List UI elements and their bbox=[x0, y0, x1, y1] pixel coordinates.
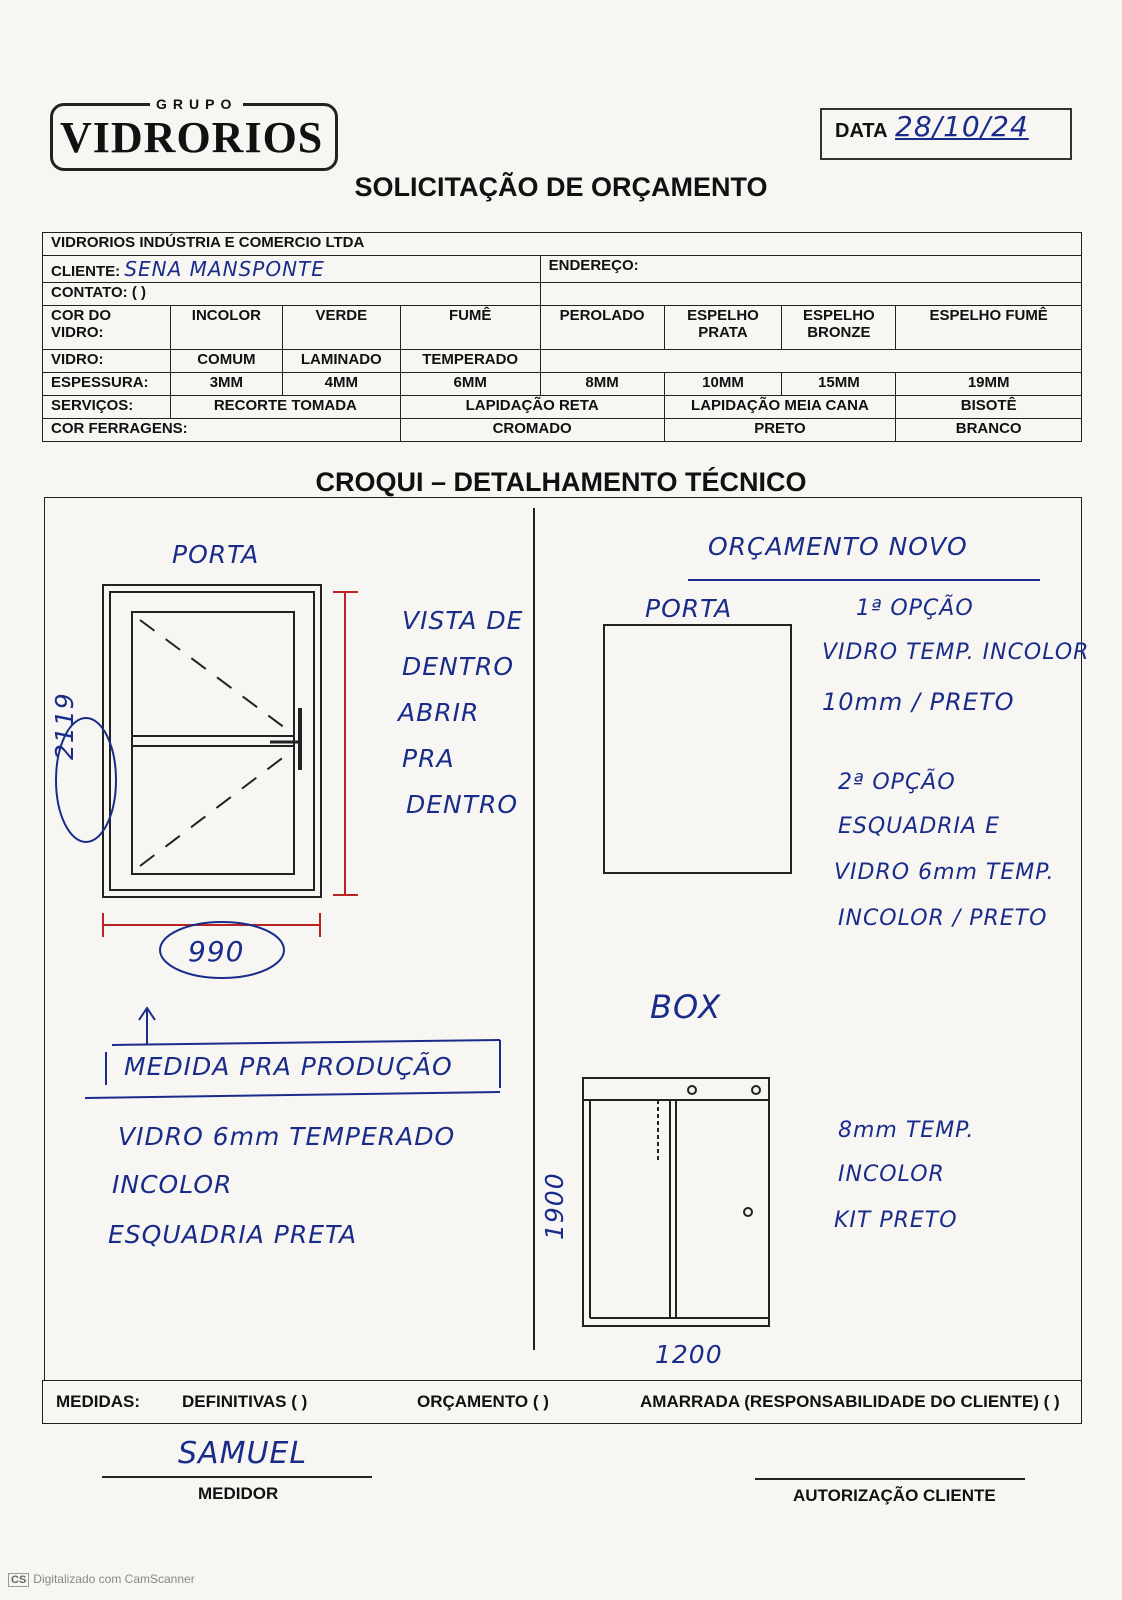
door-drawing bbox=[103, 585, 321, 897]
camscanner-icon: CS bbox=[8, 1573, 29, 1587]
service-option: LAPIDAÇÃO RETA bbox=[400, 396, 664, 419]
box-width-value: 1200 bbox=[655, 1340, 723, 1369]
glass-color-option: ESPELHO PRATA bbox=[664, 306, 782, 350]
box-height-value: 1900 bbox=[540, 1172, 569, 1240]
measurer-signature-line bbox=[102, 1476, 372, 1478]
production-note: VIDRO 6mm TEMPERADO bbox=[118, 1122, 456, 1151]
view-note-line: DENTRO bbox=[406, 790, 519, 819]
box-label: BOX bbox=[650, 988, 722, 1026]
measurer-signature: SAMUEL bbox=[178, 1436, 308, 1471]
service-option: LAPIDAÇÃO MEIA CANA bbox=[664, 396, 896, 419]
glass-color-label: COR DO VIDRO: bbox=[43, 306, 171, 350]
option1-line: VIDRO TEMP. INCOLOR bbox=[822, 640, 1090, 665]
service-option: RECORTE TOMADA bbox=[170, 396, 400, 419]
production-label: MEDIDA PRA PRODUÇÃO bbox=[124, 1052, 453, 1081]
date-value: 28/10/24 bbox=[895, 110, 1029, 143]
option1-line: 1ª OPÇÃO bbox=[856, 596, 974, 621]
glass-type-label: VIDRO: bbox=[43, 350, 171, 373]
glass-type-option: TEMPERADO bbox=[400, 350, 540, 373]
box-note: KIT PRETO bbox=[834, 1208, 958, 1233]
view-note-line: DENTRO bbox=[402, 652, 515, 681]
glass-color-option: VERDE bbox=[282, 306, 400, 350]
thickness-option: 8MM bbox=[540, 373, 664, 396]
measurer-label: MEDIDOR bbox=[198, 1484, 279, 1503]
production-note: ESQUADRIA PRETA bbox=[108, 1220, 358, 1249]
production-note: INCOLOR bbox=[112, 1170, 233, 1199]
address-label: ENDEREÇO: bbox=[540, 256, 1081, 283]
company-name: VIDRORIOS INDÚSTRIA E COMERCIO LTDA bbox=[43, 233, 1082, 256]
new-quote-heading: ORÇAMENTO NOVO bbox=[708, 532, 968, 561]
option2-line: VIDRO 6mm TEMP. bbox=[834, 860, 1055, 885]
contact-label: CONTATO: ( ) bbox=[43, 283, 541, 306]
option1-line: 10mm / PRETO bbox=[822, 688, 1015, 716]
box-drawing bbox=[583, 1078, 769, 1326]
thickness-option: 10MM bbox=[664, 373, 782, 396]
box-note: 8mm TEMP. bbox=[838, 1118, 975, 1143]
glass-color-option: INCOLOR bbox=[170, 306, 282, 350]
client-value: SENA MANSPONTE bbox=[124, 257, 325, 281]
door-dimension-lines bbox=[103, 592, 358, 937]
service-option: BISOTÊ bbox=[896, 396, 1082, 419]
hardware-option: PRETO bbox=[664, 419, 896, 442]
quote-option: ORÇAMENTO ( ) bbox=[417, 1392, 549, 1411]
scanner-watermark bbox=[8, 1572, 195, 1587]
thickness-option: 3MM bbox=[170, 373, 282, 396]
hardware-label: COR FERRAGENS: bbox=[43, 419, 401, 442]
services-label: SERVIÇOS: bbox=[43, 396, 171, 419]
door-width-value: 990 bbox=[188, 935, 245, 968]
glass-color-option: ESPELHO BRONZE bbox=[782, 306, 896, 350]
sketch-title: CROQUI – DETALHAMENTO TÉCNICO bbox=[315, 467, 807, 497]
page-title: SOLICITAÇÃO DE ORÇAMENTO bbox=[354, 172, 768, 202]
thickness-option: 6MM bbox=[400, 373, 540, 396]
glass-type-option: COMUM bbox=[170, 350, 282, 373]
glass-type-option: LAMINADO bbox=[282, 350, 400, 373]
thickness-label: ESPESSURA: bbox=[43, 373, 171, 396]
hardware-option: CROMADO bbox=[400, 419, 664, 442]
glass-color-option: PEROLADO bbox=[540, 306, 664, 350]
glass-color-option: FUMÊ bbox=[400, 306, 540, 350]
client-authorization-label: AUTORIZAÇÃO CLIENTE bbox=[793, 1486, 996, 1505]
client-label: CLIENTE: bbox=[51, 263, 121, 280]
view-note-line: VISTA DE bbox=[402, 606, 524, 635]
tied-option: AMARRADA (RESPONSABILIDADE DO CLIENTE) ( ) bbox=[640, 1392, 1060, 1411]
scanner-text: Digitalizado com CamScanner bbox=[33, 1572, 195, 1586]
date-label: DATA bbox=[835, 120, 888, 142]
client-signature-line bbox=[755, 1478, 1025, 1480]
option2-line: INCOLOR / PRETO bbox=[838, 906, 1048, 931]
left-door-heading: PORTA bbox=[172, 540, 260, 569]
logo-group-text: GRUPO bbox=[150, 96, 243, 112]
measures-label: MEDIDAS: bbox=[56, 1392, 141, 1411]
option2-line: 2ª OPÇÃO bbox=[838, 770, 956, 795]
view-note-line: PRA bbox=[402, 744, 455, 773]
option2-line: ESQUADRIA E bbox=[838, 814, 1000, 839]
box-note: INCOLOR bbox=[838, 1162, 945, 1187]
definitive-option: DEFINITIVAS ( ) bbox=[182, 1392, 308, 1411]
glass-color-option: ESPELHO FUMÊ bbox=[896, 306, 1082, 350]
door-height-value: 2119 bbox=[50, 692, 79, 760]
thickness-option: 15MM bbox=[782, 373, 896, 396]
logo-brand-text: VIDRORIOS bbox=[60, 113, 324, 162]
hardware-option: BRANCO bbox=[896, 419, 1082, 442]
thickness-option: 4MM bbox=[282, 373, 400, 396]
view-note-line: ABRIR bbox=[398, 698, 480, 727]
new-door-label: PORTA bbox=[645, 594, 733, 623]
thickness-option: 19MM bbox=[896, 373, 1082, 396]
